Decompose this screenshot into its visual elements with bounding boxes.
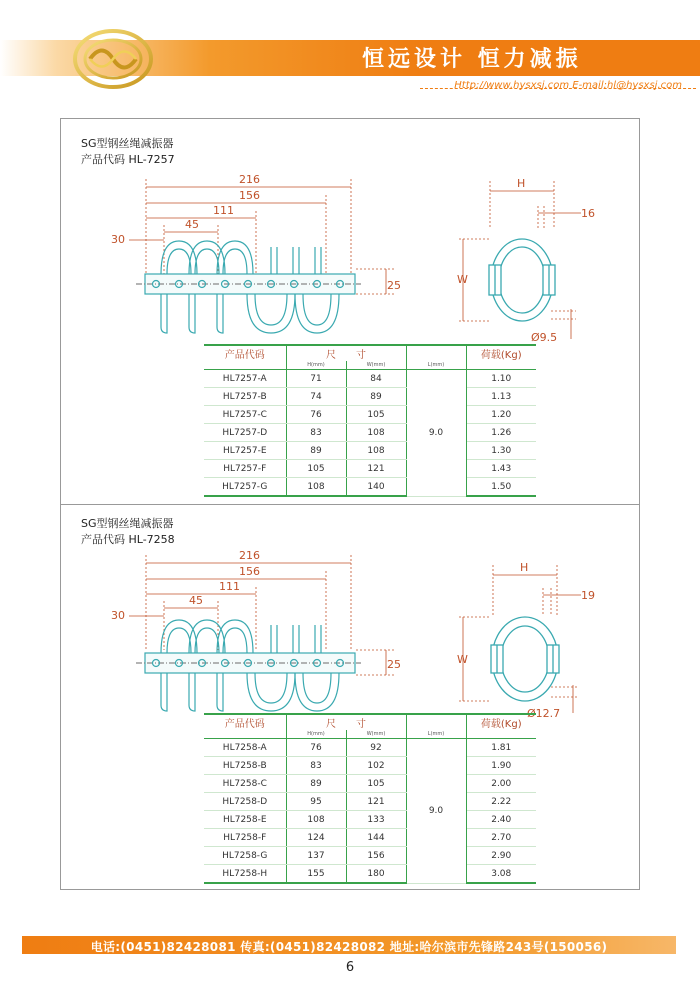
table-row bbox=[204, 793, 536, 811]
header-slogan: 恒远设计 恒力减振 bbox=[362, 47, 582, 72]
dim-111: 111 bbox=[213, 204, 234, 217]
product-title: SG型钢丝绳减振器 bbox=[81, 517, 174, 530]
dim-h: H bbox=[517, 177, 526, 190]
page-number: 6 bbox=[345, 960, 355, 975]
cell-w: 144 bbox=[346, 829, 406, 847]
dim-45: 45 bbox=[189, 594, 203, 607]
spec-table bbox=[204, 713, 536, 884]
table-row bbox=[204, 829, 536, 847]
table-row bbox=[204, 739, 536, 757]
sub-l: L(mm) bbox=[406, 361, 466, 370]
cell-w: 180 bbox=[346, 865, 406, 884]
cell-h: 71 bbox=[286, 370, 346, 388]
dim-diameter: Ø9.5 bbox=[531, 331, 558, 344]
col-model: 产品代码 bbox=[204, 345, 286, 361]
dim-156: 156 bbox=[239, 189, 260, 202]
cell-h: 76 bbox=[286, 739, 346, 757]
cell-w: 121 bbox=[346, 793, 406, 811]
dim-diameter: Ø12.7 bbox=[527, 707, 561, 720]
col-size: 尺 寸 bbox=[286, 714, 406, 730]
cell-model: HL7257-A bbox=[204, 370, 286, 388]
table-row bbox=[204, 775, 536, 793]
cell-h: 108 bbox=[286, 478, 346, 497]
cell-load: 1.26 bbox=[466, 424, 536, 442]
dim-30: 30 bbox=[111, 233, 125, 246]
cell-load: 1.81 bbox=[466, 739, 536, 757]
table-row bbox=[204, 811, 536, 829]
cell-l: 9.0 bbox=[406, 739, 466, 884]
cell-model: HL7257-C bbox=[204, 406, 286, 424]
cell-model: HL7257-E bbox=[204, 442, 286, 460]
cell-h: 155 bbox=[286, 865, 346, 884]
cell-w: 156 bbox=[346, 847, 406, 865]
table-row bbox=[204, 388, 536, 406]
dim-111: 111 bbox=[219, 580, 240, 593]
isolator-drawing bbox=[61, 119, 639, 349]
cell-load: 1.10 bbox=[466, 370, 536, 388]
cell-w: 108 bbox=[346, 442, 406, 460]
product-title: SG型钢丝绳减振器 bbox=[81, 137, 174, 150]
product-panel-hl7258 bbox=[60, 504, 640, 890]
cell-h: 83 bbox=[286, 757, 346, 775]
cell-load: 2.70 bbox=[466, 829, 536, 847]
cell-w: 140 bbox=[346, 478, 406, 497]
cell-w: 102 bbox=[346, 757, 406, 775]
table-row bbox=[204, 424, 536, 442]
cell-model: HL7258-H bbox=[204, 865, 286, 884]
sub-w: W(mm) bbox=[346, 730, 406, 739]
cell-load: 2.00 bbox=[466, 775, 536, 793]
cell-h: 89 bbox=[286, 775, 346, 793]
cell-w: 89 bbox=[346, 388, 406, 406]
col-load: 荷载(Kg) bbox=[466, 714, 536, 730]
product-panel-hl7257 bbox=[60, 118, 640, 506]
dim-45: 45 bbox=[185, 218, 199, 231]
cell-l: 9.0 bbox=[406, 370, 466, 497]
cell-model: HL7257-B bbox=[204, 388, 286, 406]
footer-band bbox=[22, 936, 676, 954]
website-email: Http://www.hysxsj.com E-mail:hl@hysxsj.com bbox=[454, 80, 682, 91]
spec-table bbox=[204, 344, 536, 497]
cell-h: 108 bbox=[286, 811, 346, 829]
table-row bbox=[204, 406, 536, 424]
table-row bbox=[204, 865, 536, 884]
footer-contact: 电话:(0451)82428081 传真:(0451)82428082 地址:哈尔滨市先锋路243号(150056) bbox=[90, 940, 608, 954]
dim-25: 25 bbox=[387, 658, 401, 671]
cell-h: 76 bbox=[286, 406, 346, 424]
dim-216: 216 bbox=[239, 173, 260, 186]
dim-side: 16 bbox=[581, 207, 595, 220]
dim-h: H bbox=[520, 561, 529, 574]
table-row bbox=[204, 460, 536, 478]
cell-model: HL7258-G bbox=[204, 847, 286, 865]
col-load: 荷载(Kg) bbox=[466, 345, 536, 361]
cell-model: HL7258-A bbox=[204, 739, 286, 757]
cell-model: HL7258-D bbox=[204, 793, 286, 811]
table-row bbox=[204, 757, 536, 775]
dim-25: 25 bbox=[387, 279, 401, 292]
cell-h: 105 bbox=[286, 460, 346, 478]
dim-side: 19 bbox=[581, 589, 595, 602]
cell-w: 105 bbox=[346, 406, 406, 424]
sub-w: W(mm) bbox=[346, 361, 406, 370]
product-code: 产品代码 HL-7257 bbox=[81, 153, 175, 166]
cell-load: 1.20 bbox=[466, 406, 536, 424]
cell-load: 1.30 bbox=[466, 442, 536, 460]
cell-h: 137 bbox=[286, 847, 346, 865]
cell-model: HL7257-D bbox=[204, 424, 286, 442]
cell-model: HL7257-F bbox=[204, 460, 286, 478]
cell-load: 2.40 bbox=[466, 811, 536, 829]
cell-h: 74 bbox=[286, 388, 346, 406]
dim-w: W bbox=[457, 653, 468, 666]
cell-w: 92 bbox=[346, 739, 406, 757]
company-logo-icon bbox=[72, 28, 154, 90]
cell-model: HL7257-G bbox=[204, 478, 286, 497]
cell-load: 1.90 bbox=[466, 757, 536, 775]
cell-h: 83 bbox=[286, 424, 346, 442]
cell-h: 124 bbox=[286, 829, 346, 847]
sub-l: L(mm) bbox=[406, 730, 466, 739]
product-code: 产品代码 HL-7258 bbox=[81, 533, 175, 546]
cell-load: 2.90 bbox=[466, 847, 536, 865]
cell-w: 84 bbox=[346, 370, 406, 388]
sub-h: H(mm) bbox=[286, 361, 346, 370]
cell-model: HL7258-F bbox=[204, 829, 286, 847]
table-row bbox=[204, 442, 536, 460]
cell-load: 3.08 bbox=[466, 865, 536, 884]
table-row bbox=[204, 370, 536, 388]
cell-load: 2.22 bbox=[466, 793, 536, 811]
table-row bbox=[204, 478, 536, 497]
cell-model: HL7258-E bbox=[204, 811, 286, 829]
cell-w: 108 bbox=[346, 424, 406, 442]
cell-w: 105 bbox=[346, 775, 406, 793]
cell-load: 1.43 bbox=[466, 460, 536, 478]
cell-w: 121 bbox=[346, 460, 406, 478]
cell-load: 1.50 bbox=[466, 478, 536, 497]
dim-156: 156 bbox=[239, 565, 260, 578]
cell-model: HL7258-B bbox=[204, 757, 286, 775]
isolator-drawing bbox=[61, 505, 639, 720]
col-size: 尺 寸 bbox=[286, 345, 406, 361]
cell-h: 89 bbox=[286, 442, 346, 460]
cell-load: 1.13 bbox=[466, 388, 536, 406]
dim-w: W bbox=[457, 273, 468, 286]
cell-h: 95 bbox=[286, 793, 346, 811]
cell-model: HL7258-C bbox=[204, 775, 286, 793]
dim-30: 30 bbox=[111, 609, 125, 622]
cell-w: 133 bbox=[346, 811, 406, 829]
col-model: 产品代码 bbox=[204, 714, 286, 730]
dim-216: 216 bbox=[239, 549, 260, 562]
table-row bbox=[204, 847, 536, 865]
sub-h: H(mm) bbox=[286, 730, 346, 739]
